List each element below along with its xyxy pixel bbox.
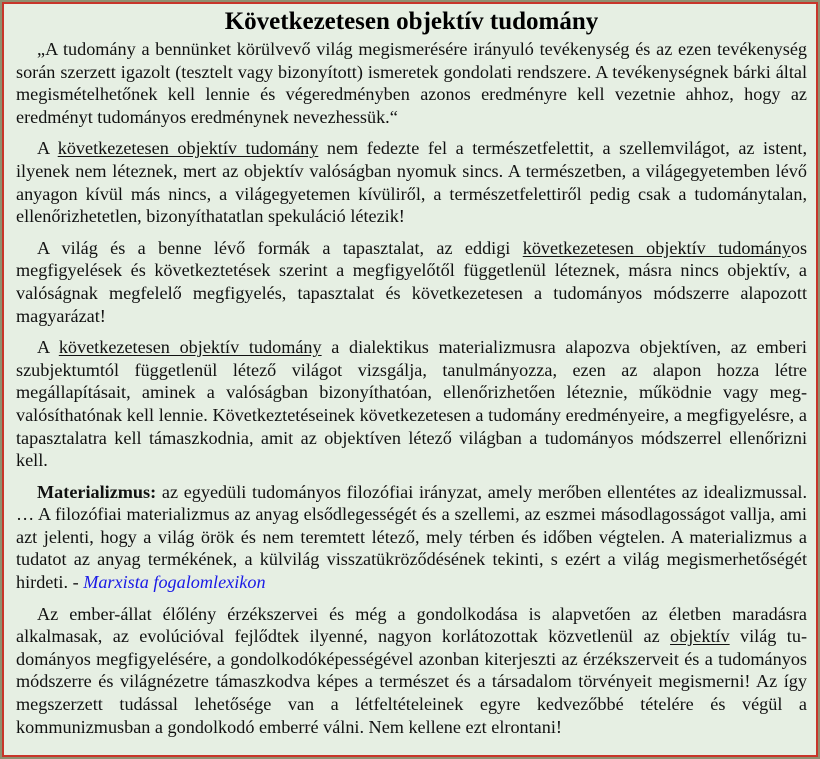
paragraph-human-senses — [16, 603, 807, 739]
article-box — [2, 2, 818, 757]
link-objective[interactable]: objektív — [670, 626, 730, 647]
paragraph-dialectical-materialism — [16, 336, 807, 472]
source-link-marxist-lexicon[interactable]: Marxista fogalomlexikon — [83, 572, 266, 593]
text-segment: os megfigyelések és következtetések szerint a megfigyelőtől függetlenül léteznek, másra nincs objektív, a valóságnak megfelelő megfigyelés, tapasztalat és következetesen a tudományos módszerre alapozott magyarázat! — [16, 237, 808, 326]
text-segment: nem fedezte fel a természetfelettit, a szellemvilágot, az istent, ilyenek nem léteznek, mert az objektív valóságban nyomuk sincs. A természetben, a világegyetemben lévő anyagon kívül más nincs, a világegyetemen kívüliről, a természetfelettiről pedig csak a tudománytalan, ellenőrizhetetlen, bizonyíthatatlan spekuláció létezik! — [16, 138, 808, 227]
text-segment: Az ember-állat élőlény érzékszervei és még a gondolkodása is alapvetően az életben maradásra alkalmasak, az evolúcióval fejlődtek ilyenné, nagyon korlátozottak közvetlenül az — [16, 603, 807, 647]
text-segment: A — [37, 138, 58, 159]
paragraph-definition-quote — [16, 38, 807, 128]
link-objective-science[interactable]: következetesen objektív tudomány — [522, 237, 791, 258]
paragraph-supernatural — [16, 137, 807, 227]
quote-text: „A tudomány a bennünket körülvevő világ megismerésére irányuló tevékenység és az ezen tevékenység során szerzett igazolt (tesztelt vagy bizonyított) ismeretek gondolati rendszere. A tevékenységnek bárki által megismételhetőnek kell lennie és végeredményben azonos eredményre kell vezetnie ahhoz, hogy az eredményt tudományos eredménynek nevezhessük.“ — [16, 39, 807, 127]
term-materialism: Materializmus: — [37, 481, 157, 502]
text-segment: a dialektikus materializmusra alapozva objektíven, az emberi szubjektumtól függetlenül létező világot vizsgálja, tanulmányozza, ezen az alapon hozza létre megállapításait, aminek a valóságban bizonyíthatóan, ellenőrizhetően léteznie, működnie vagy megvalósíthatónak kell lennie. Következtetéseinek következetesen a tudomány eredményeire, a megfigyelésre, a tapasztalatra kell támaszkodnia, amit az objektíven létező világban a tudományos módszerrel ellenőrizni kell. — [16, 337, 807, 471]
text-segment: világ tudományos megfigyelésére, a gondolkodóképességével azonban kiterjeszti az érzékszerveit és a tudományos módszerre és világnézetre támaszkodva képes a természet és a társadalom törvényeit megismerni! Az így megszerzett tudással lehetősége van a létfeltételeinek egyre kedvezőbbé tételére és végül a kommunizmusban a gondolkodó emberré válni. Nem kellene ezt elrontani! — [16, 626, 807, 737]
link-objective-science[interactable]: következetesen objektív tudomány — [58, 337, 322, 358]
text-segment: A világ és a benne lévő formák a tapasztalat, az eddigi — [37, 237, 523, 258]
text-segment: az egyedüli tudományos filozófiai irányzat, amely merőben ellentétes az idealizmussal. … A filozófiai materializmus az anyag elsődlegességét és a szellemi, az eszmei másodlagosságot vallja, ami azt jelenti, hogy a világ örök és nem teremtett létező, mely térben és időben végtelen. A materializmus a tudatot az anyag termékének, a külvilág visszatükröződésének tekinti, s ezért a világ megismerhetőségét hirdeti. - — [16, 481, 807, 593]
paragraph-world-forms — [16, 237, 807, 327]
page-title: Következetesen objektív tudomány — [224, 8, 599, 35]
text-segment: A — [37, 337, 59, 358]
paragraph-materialism-definition — [16, 481, 807, 594]
link-objective-science[interactable]: következetesen objektív tudomány — [57, 138, 319, 159]
